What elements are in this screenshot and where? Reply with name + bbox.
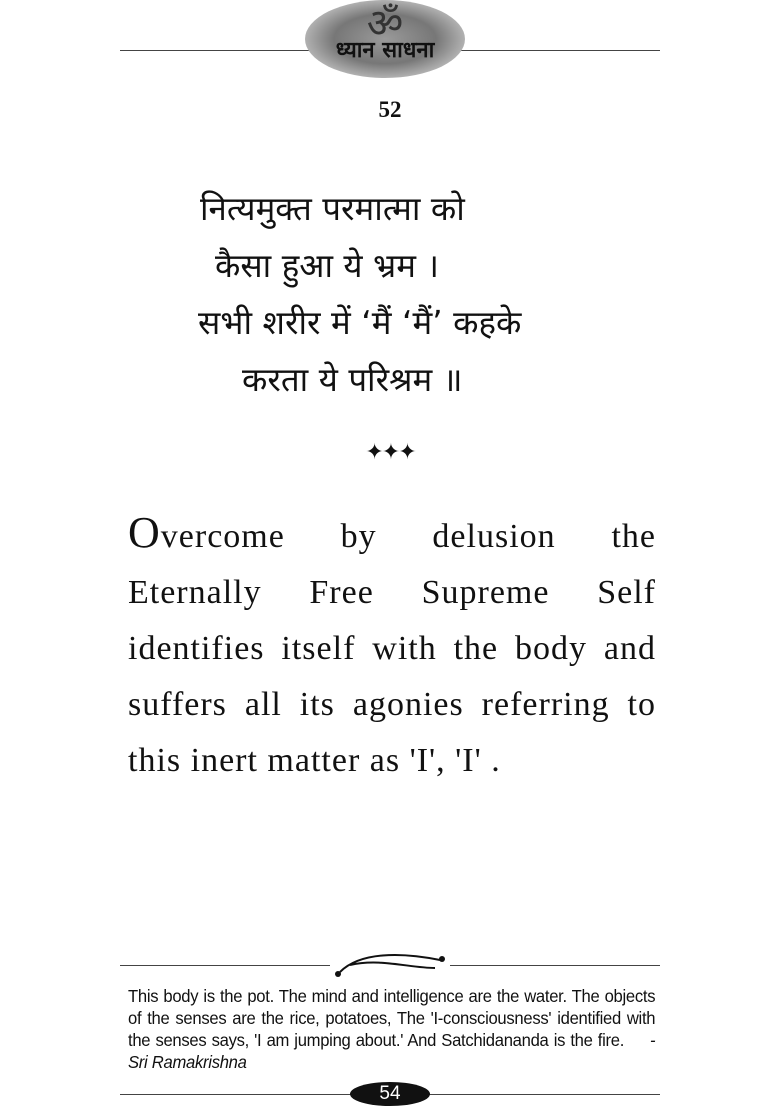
book-title: ध्यान साधना <box>335 38 435 63</box>
page-number: 52 <box>378 97 402 122</box>
drop-letter: O <box>128 508 161 557</box>
om-icon: ॐ <box>366 1 404 47</box>
header-emblem <box>305 0 465 78</box>
verse-line: कैसा हुआ ये भ्रम । <box>215 246 439 285</box>
quote-attribution: - Sri Ramakrishna <box>128 1030 656 1072</box>
footer-page-number: 54 <box>350 1082 430 1106</box>
translation-paragraph <box>128 505 656 789</box>
verse-line: नित्यमुक्त परमात्मा को <box>200 189 465 228</box>
ornament-icon: ✦✦✦ <box>365 440 415 465</box>
hindi-verse <box>150 180 570 408</box>
swirl-ornament-icon <box>330 950 450 980</box>
footer-quote <box>128 985 655 1073</box>
translation-text: vercome by delusion the Eternally Free Supreme Self identifies itself with the body and suffers all its agonies referring to this inert matter as 'I', 'I' . <box>128 518 656 779</box>
quote-text: This body is the pot. The mind and intelligence are the water. The objects of the senses are the rice, potatoes, The 'I-consciousness' identified with the senses says, 'I am jumping about.' And Satchidananda is the fire. <box>128 986 656 1050</box>
verse-line: करता ये परिश्रम ॥ <box>242 360 463 399</box>
verse-line: सभी शरीर में ‘मैं ‘मैं’ कहके <box>198 303 522 342</box>
